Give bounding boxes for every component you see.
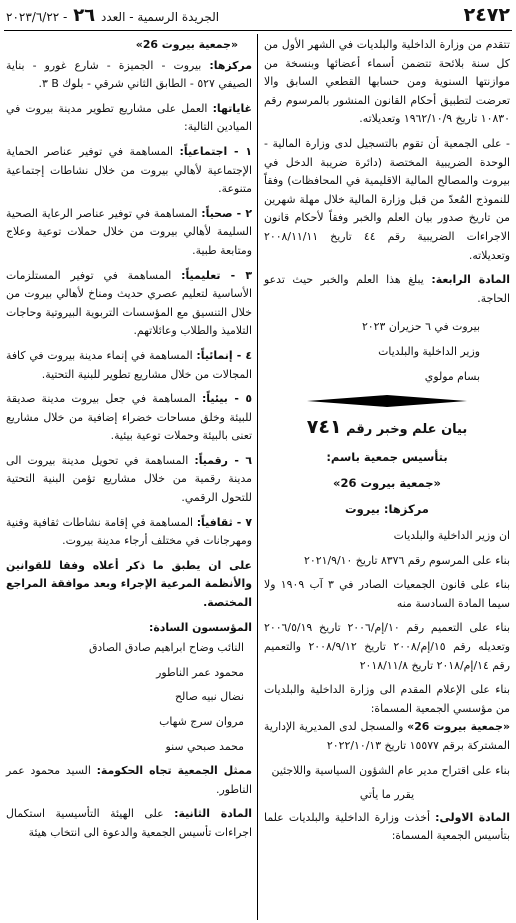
legal-compliance-note: على ان يطبق ما ذكر أعلاه وفقا للقوانين والأنظمة المرعية الإجراء وبعد موافقة المراجع المختصة. [6,558,252,610]
goal-item [6,267,252,341]
notice-number: ٧٤١ [306,416,342,439]
founder-name: مروان سرج شهاب [159,715,244,728]
signature-date: بيروت في ٦ حزيران ٢٠٢٣ [361,320,480,334]
goal-item-label: ٣ - تعليمياً: [181,268,252,282]
goal-item-label: ١ - اجتماعياً: [179,144,252,158]
goal-item [6,514,252,551]
goal-item-text: المساهمة في إقامة نشاطات ثقافية وفنية ومهرجانات في مختلف أرجاء مدينة بيروت. [6,515,252,548]
legal-basis-circulars: بناء على التعميم رقم ١٠/إم/٢٠٠٦ تاريخ ٢٠٠٦/٥/١٩ وتعديله رقم ١٥/إم/٢٠٠٨ تاريخ ٢٠٠٨/٩/١٢ والتعميم رقم ١٤/إم/٢٠١٨ تاريخ ٢٠١٨/١١/٨ [264,621,510,672]
column-divider [257,34,258,920]
goal-item-label: ٦ - رقمياً: [194,453,252,467]
notice-title [264,416,510,441]
article-one [264,809,510,846]
goals [6,100,252,137]
goal-item-text: المساهمة في تحويل مدينة بيروت الى مدينة رقمية من خلال مشاريع تؤمن البنية التحتية للتحول الرقمي. [6,453,252,505]
legal-basis-law: بناء على قانون الجمعيات الصادر في ٣ آب ١٩٠٩ ولا سيما المادة السادسة منه [264,578,511,610]
article-one-label: المادة الاولى: [435,810,510,824]
article-two-label: المادة الثانية: [174,807,253,821]
article-one-text: أخذت وزارة الداخلية والبلديات علما بتأسيس الجمعية المسماة: [264,810,510,843]
legal-basis-proposal: بناء على اقتراح مدير عام الشؤون السياسية واللاجئين [271,763,510,777]
goal-item-text: المساهمة في توفير عناصر الرعاية الصحية السليمة لأهالي بيروت من خلال حملات توعية وعلاج ومتابعة طبية. [6,206,252,257]
goal-item-text: المساهمة في توفير عناصر الحماية الإجتماعية لأهالي بيروت من خلال نشاطات إجتماعية متنوعة. [6,144,252,196]
goal-item-text: المساهمة في إنماء مدينة بيروت في كافة المجالات من خلال مشاريع تطوير للبنية التحتية. [6,348,252,381]
headquarters-text: بيروت - الجميزة - شارع غورو - بناية الصيفي ٥٢٧ - الطابق الثاني شرقي - بلوك B ٣. [6,58,252,91]
goal-item-label: ٥ - بيئياً: [201,392,252,406]
notice-headquarters: مركزها: بيروت [345,502,429,517]
goal-item-label: ٧ - ثقافياً: [196,515,252,529]
journal-issue-date [6,5,219,26]
decides-heading: يقرر ما يأتي [359,788,415,802]
article-two-text: على الهيئة التأسيسية استكمال اجراءات تأسيس الجمعية والدعوة الى انتخاب هيئة [6,807,252,839]
page-header [0,0,516,30]
paragraph-tax-registration: - على الجمعية أن تقوم بالتسجيل لدى وزارة المالية - الوحدة الضريبية المختصة (دائرة ضريبة الدخل في بيروت والمصالح المالية الاقليمية في المحافظات) وفقاً للنموذج المُعدّ من قبل وزارة المالية خلال مهلة شهرين من تاريخ صدور بيان العلم والخبر وفقاً لأحكام قانون الاجراءات الضريبية رقم ٤٤ تاريخ ٢٠٠٨/١١/١١ وتعديلاته. [264,136,510,262]
left-column [6,36,252,849]
header-rule [4,30,512,31]
article-four-label: المادة الرابعة: [431,273,510,287]
right-column [264,36,510,852]
goal-item-label: ٢ - صحياً: [201,206,253,220]
paragraph-members-list: تتقدم من وزارة الداخلية والبلديات في الشهر الأول من كل سنة بلائحة تتضمن أسماء أعضائها وبنسخة من موازنتها السنوية ومن حسابها القطعي السابق والا تعرضت لتطبيق أحكام القانون المنشور بالمرسوم رقم ١٠٨٣٠ تاريخ ١٩٦٢/١٠/٩ وتعديلاته. [264,38,510,126]
goal-item [6,347,252,384]
article-four [264,271,510,308]
article-four-text: يبلغ هذا العلم والخبر حيث تدعو الحاجة. [264,273,510,305]
issue-date: - ٢٠٢٣/٦/٢٢ [6,9,68,24]
goal-item [6,205,252,261]
journal-name: الجريدة الرسمية - العدد [101,9,220,24]
diamond-separator-icon [307,394,467,408]
registration-text: والمسجل لدى المديرية الإدارية المشتركة برقم ١٥٥٧٧ تاريخ ٢٠٢٢/١٠/١٣ [264,720,510,753]
signature-title: وزير الداخلية والبلديات [378,344,480,358]
headquarters [6,57,252,94]
legal-basis-notification-cont [264,718,510,755]
goals-label: غاياتها: [212,101,252,115]
legal-basis-notification: بناء على الإعلام المقدم الى وزارة الداخلية والبلديات من مؤسسي الجمعية المسماة: [264,683,510,715]
founder-name: نضال نبيه صالح [175,690,244,704]
founder-name: النائب وضاح ابراهيم صادق الصادق [88,641,244,655]
goal-item-text: المساهمة في توفير المستلزمات الأساسية لتعليم عصري حديث ومناخ لأهالي بيروت من خلال التنسيق مع المؤسسات التربوية البيروتية وحاجات التلاميذ والطلاب وعائلاتهم. [6,268,252,338]
association-name-inline: «جمعية بيروت 26» [407,720,510,734]
government-representative [6,762,252,799]
issue-number: ٢٦ [73,4,96,26]
headquarters-label: مركزها: [209,58,252,72]
section-separator [264,394,510,408]
goal-item [6,390,252,446]
page-number: ٢٤٧٢ [463,4,510,26]
association-name: «جمعية بيروت 26» [135,38,238,51]
founder-name: محمود عمر الناطور [156,665,244,679]
signature-name: بسام مولوي [424,369,480,383]
goal-item-label: ٤ - إنمائياً: [196,348,252,362]
goals-text: العمل على مشاريع تطوير مدينة بيروت في الميادين التالية: [6,101,252,134]
representative-text: السيد محمود عمر الناطور. [6,764,252,796]
minister-line: ان وزير الداخلية والبلديات [393,529,510,543]
legal-basis-decree: بناء على المرسوم رقم ٨٣٧٦ تاريخ ٢٠٢١/٩/١٠ [304,553,510,567]
goal-item [6,452,252,508]
representative-label: ممثل الجمعية تجاه الحكومة: [96,764,253,778]
founders-label: المؤسسون السادة: [148,620,252,634]
founder-name: محمد صبحي سنو [165,739,244,753]
notice-subtitle: بتأسيس جمعية باسم: [326,450,448,465]
article-two [6,805,252,842]
notice-association-name: «جمعية بيروت 26» [333,476,441,491]
goal-item [6,143,252,199]
goal-item-text: المساهمة في جعل بيروت مدينة صديقة للبيئة وخلق مساحات خضراء إضافية من خلال مشاريع تعنى بالبيئة وحملات توعية بيئية. [6,392,252,443]
notice-title-text: بيان علم وخبر رقم [346,422,468,438]
